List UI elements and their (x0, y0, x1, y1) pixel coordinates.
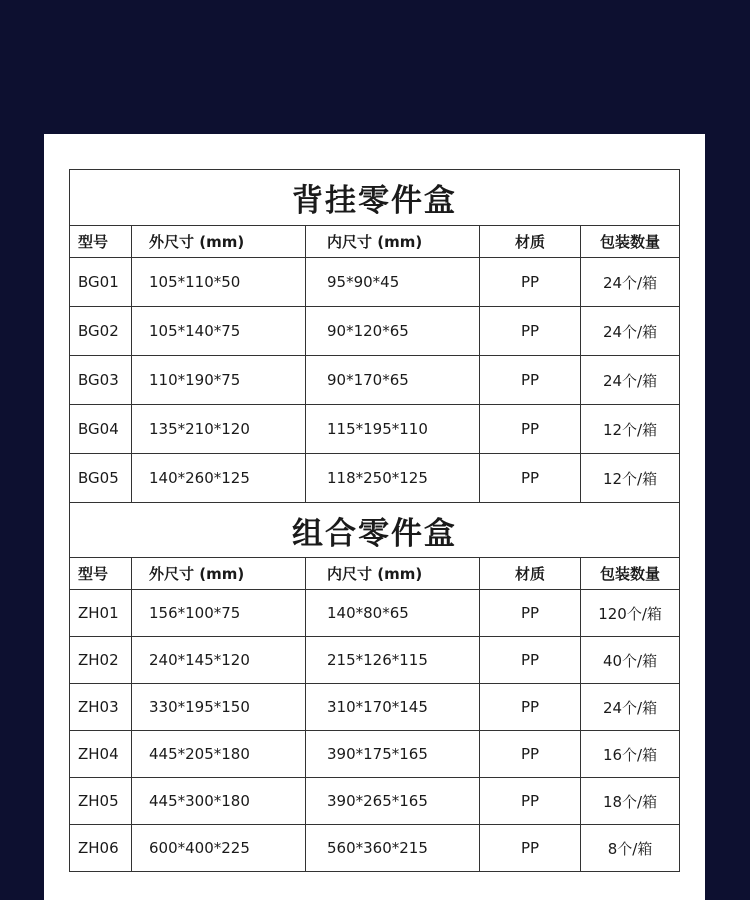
cell-inner-size: 95*90*45 (306, 258, 480, 307)
header-row (70, 226, 680, 258)
cell-material: PP (480, 778, 581, 825)
cell-material: PP (480, 405, 581, 454)
cell-material: PP (480, 731, 581, 778)
cell-material: PP (480, 356, 581, 405)
cell-quantity: 12个/箱 (581, 405, 680, 454)
header-inner-size: 内尺寸 (mm) (306, 558, 480, 590)
cell-model: ZH01 (70, 590, 132, 637)
table-row (70, 684, 680, 731)
section-title: 背挂零件盒 (70, 170, 680, 226)
cell-inner-size: 310*170*145 (306, 684, 480, 731)
cell-material: PP (480, 684, 581, 731)
cell-model: ZH06 (70, 825, 132, 872)
table-row (70, 825, 680, 872)
cell-inner-size: 90*170*65 (306, 356, 480, 405)
cell-quantity: 18个/箱 (581, 778, 680, 825)
cell-quantity: 40个/箱 (581, 637, 680, 684)
cell-quantity: 16个/箱 (581, 731, 680, 778)
cell-outer-size: 445*300*180 (132, 778, 306, 825)
table-row (70, 454, 680, 503)
cell-inner-size: 390*175*165 (306, 731, 480, 778)
cell-inner-size: 90*120*65 (306, 307, 480, 356)
header-material: 材质 (480, 226, 581, 258)
spec-table (69, 169, 680, 872)
cell-model: ZH04 (70, 731, 132, 778)
cell-quantity: 24个/箱 (581, 258, 680, 307)
cell-model: BG03 (70, 356, 132, 405)
cell-model: BG02 (70, 307, 132, 356)
cell-quantity: 120个/箱 (581, 590, 680, 637)
section-title: 组合零件盒 (70, 503, 680, 558)
cell-material: PP (480, 637, 581, 684)
cell-model: ZH03 (70, 684, 132, 731)
header-row (70, 558, 680, 590)
header-material: 材质 (480, 558, 581, 590)
cell-material: PP (480, 258, 581, 307)
cell-material: PP (480, 590, 581, 637)
cell-model: ZH05 (70, 778, 132, 825)
header-outer-size: 外尺寸 (mm) (132, 226, 306, 258)
section-title-row (70, 170, 680, 226)
cell-outer-size: 445*205*180 (132, 731, 306, 778)
cell-inner-size: 390*265*165 (306, 778, 480, 825)
table-row (70, 258, 680, 307)
cell-quantity: 24个/箱 (581, 307, 680, 356)
cell-outer-size: 105*110*50 (132, 258, 306, 307)
header-inner-size: 内尺寸 (mm) (306, 226, 480, 258)
section-title-row (70, 503, 680, 558)
cell-outer-size: 105*140*75 (132, 307, 306, 356)
header-outer-size: 外尺寸 (mm) (132, 558, 306, 590)
cell-model: BG04 (70, 405, 132, 454)
cell-quantity: 24个/箱 (581, 684, 680, 731)
cell-model: BG01 (70, 258, 132, 307)
cell-outer-size: 110*190*75 (132, 356, 306, 405)
cell-inner-size: 140*80*65 (306, 590, 480, 637)
cell-material: PP (480, 307, 581, 356)
spec-panel (44, 134, 705, 900)
cell-inner-size: 118*250*125 (306, 454, 480, 503)
cell-inner-size: 115*195*110 (306, 405, 480, 454)
cell-model: ZH02 (70, 637, 132, 684)
header-quantity: 包装数量 (581, 558, 680, 590)
table-row (70, 405, 680, 454)
header-model: 型号 (70, 558, 132, 590)
table-row (70, 637, 680, 684)
cell-model: BG05 (70, 454, 132, 503)
table-row (70, 731, 680, 778)
cell-inner-size: 560*360*215 (306, 825, 480, 872)
cell-quantity: 24个/箱 (581, 356, 680, 405)
cell-outer-size: 140*260*125 (132, 454, 306, 503)
cell-quantity: 12个/箱 (581, 454, 680, 503)
table-row (70, 778, 680, 825)
cell-material: PP (480, 454, 581, 503)
cell-outer-size: 240*145*120 (132, 637, 306, 684)
cell-material: PP (480, 825, 581, 872)
table-row (70, 590, 680, 637)
cell-outer-size: 600*400*225 (132, 825, 306, 872)
cell-outer-size: 330*195*150 (132, 684, 306, 731)
table-row (70, 307, 680, 356)
header-quantity: 包装数量 (581, 226, 680, 258)
cell-quantity: 8个/箱 (581, 825, 680, 872)
table-row (70, 356, 680, 405)
cell-outer-size: 135*210*120 (132, 405, 306, 454)
header-model: 型号 (70, 226, 132, 258)
cell-inner-size: 215*126*115 (306, 637, 480, 684)
cell-outer-size: 156*100*75 (132, 590, 306, 637)
